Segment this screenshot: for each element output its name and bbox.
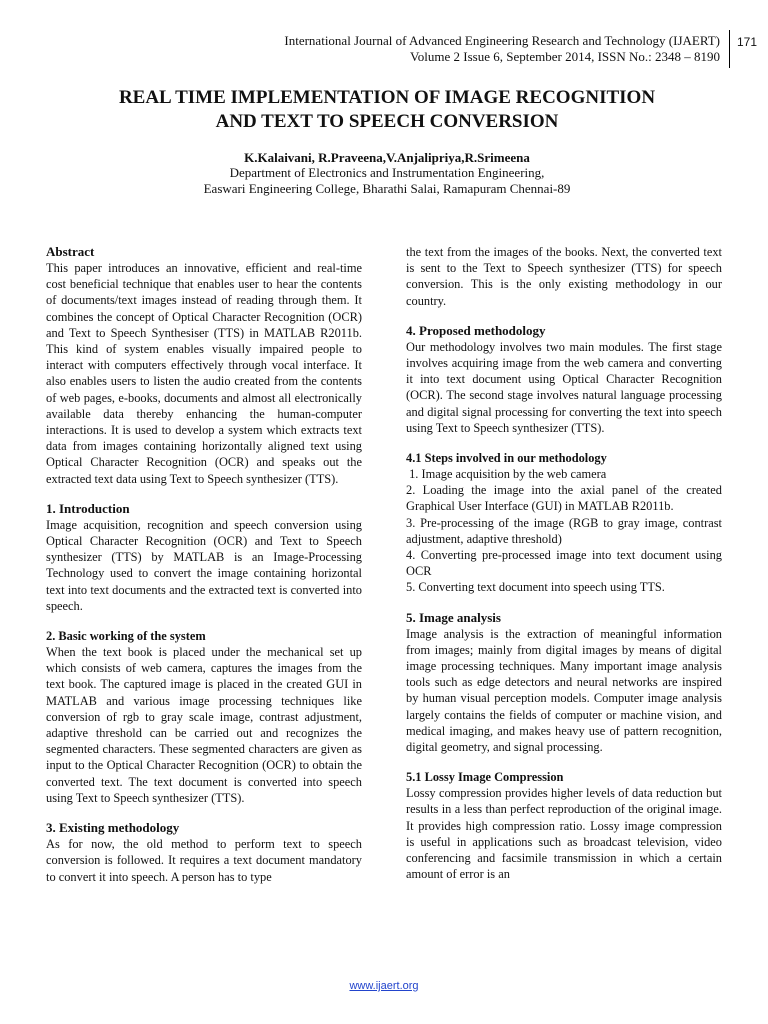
introduction-text: Image acquisition, recognition and speech conversion using Optical Character Recognition (OCR) and Text to Speech synthesizer (TTS) by MATLAB is an Image-Processing Technology used to convert the image containing horizontal text into text documents and the extracted text is converted into speech. [46, 517, 362, 613]
affiliation [40, 165, 734, 197]
existing-methodology-text: As for now, the old method to perform text to speech conversion is followed. It requires a text document mandatory to convert it into speech. A person has to type [46, 837, 362, 884]
journal-header [160, 33, 720, 65]
steps-heading: 4.1 Steps involved in our methodology [406, 451, 607, 466]
journal-name: International Journal of Advanced Engineering Research and Technology (IJAERT) [284, 33, 720, 48]
paper-title [40, 86, 734, 134]
image-analysis-text: Image analysis is the extraction of meaningful information from images; mainly from digital images by means of digital image processing techniques. Many important image analysis tools such as edge detectors and neural networks are inspired by human visual perception models. Computer image analysis largely contains the fields of computer or machine vision, and medical imaging, and makes heavy use of pattern recognition, digital geometry, and signal processing. [406, 626, 722, 755]
step-item: 2. Loading the image into the axial panel of the created Graphical User Interface (GUI) in MATLAB R2011b. [406, 483, 722, 514]
footer [0, 980, 768, 992]
basic-working-text: When the text book is placed under the mechanical set up which consists of web camera, captures the images from the text book. The captured image is placed in the created GUI in MATLAB and various image processing techniques like conversion of rgb to gray scale image, contrast adjustment, adaptive threshold can be carried out and recognizes the segmented characters. These segmented characters are given as input to the Optical Character Recognition (OCR) to obtain the converted text. The text document is converted into speech using Text to Speech synthesizer (TTS). [46, 645, 362, 805]
abstract-heading: Abstract [46, 244, 95, 259]
footer-link[interactable]: www.ijaert.org [349, 980, 419, 992]
journal-volume: Volume 2 Issue 6, September 2014, ISSN No.: 2348 – 8190 [410, 49, 720, 64]
proposed-methodology-heading: 4. Proposed methodology [406, 322, 546, 338]
lossy-compression-text: Lossy compression provides higher levels of data reduction but results in a less than perfect reproduction of the original image. It provides high compression ratio. Lossy image compression is useful in applications such as broadcast television, video conferencing and facsimile transmission in which a certain amount of error is an [406, 786, 722, 882]
step-item: 5. Converting text document into speech using TTS. [406, 580, 665, 595]
right-column [406, 244, 722, 883]
title-line-2: AND TEXT TO SPEECH CONVERSION [215, 111, 559, 132]
proposed-methodology-text: Our methodology involves two main modules. The first stage involves acquiring image from the web camera and converting it into text document using Optical Character Recognition (OCR). The second stage involves natural language processing and digital signal processing for converting the text into speech using Text to Speech synthesizer (TTS). [406, 339, 722, 435]
abstract-text: This paper introduces an innovative, efficient and real-time cost beneficial technique that enables user to hear the contents of documents/text images instead of reading through them. It combines the concept of Optical Character Recognition (OCR) and Text to Speech Synthesiser (TTS) in MATLAB R2011b. This kind of system enables visually impaired people to interact with computers effectively through vocal interface. It also enables users to listen the audio created from the contents of web pages, e-books, documents and almost all electronically available data thereby enhancing the human-computer interactions. It is used to develop a system which extracts text data from images containing horizontally aligned text using Optical Character Recognition (OCR) and speaks out the extracted text data using Text to Speech synthesizer (TTS). [46, 261, 362, 486]
left-column [46, 244, 362, 885]
affiliation-line-1: Department of Electronics and Instrumentation Engineering, [229, 165, 545, 180]
header-divider [729, 30, 730, 68]
introduction-heading: 1. Introduction [46, 500, 130, 516]
basic-working-heading: 2. Basic working of the system [46, 629, 206, 644]
image-analysis-heading: 5. Image analysis [406, 609, 501, 625]
step-item: 4. Converting pre-processed image into text document using OCR [406, 548, 722, 579]
page-number: 171 [737, 35, 758, 49]
steps-list [406, 466, 722, 596]
lossy-compression-heading: 5.1 Lossy Image Compression [406, 770, 564, 785]
authors: K.Kalaivani, R.Praveena,V.Anjalipriya,R.Srimeena [244, 150, 530, 165]
existing-methodology-continued: the text from the images of the books. Next, the converted text is sent to the Text to Speech synthesizer (TTS) for speech conversion. This is the only existing methodology in our country. [406, 245, 722, 308]
existing-methodology-heading: 3. Existing methodology [46, 820, 180, 836]
step-item: 1. Image acquisition by the web camera [406, 467, 607, 482]
title-line-1: REAL TIME IMPLEMENTATION OF IMAGE RECOGNITION [118, 87, 656, 108]
step-item: 3. Pre-processing of the image (RGB to gray image, contrast adjustment, adaptive threshold) [406, 515, 722, 546]
affiliation-line-2: Easwari Engineering College, Bharathi Salai, Ramapuram Chennai-89 [203, 181, 571, 196]
